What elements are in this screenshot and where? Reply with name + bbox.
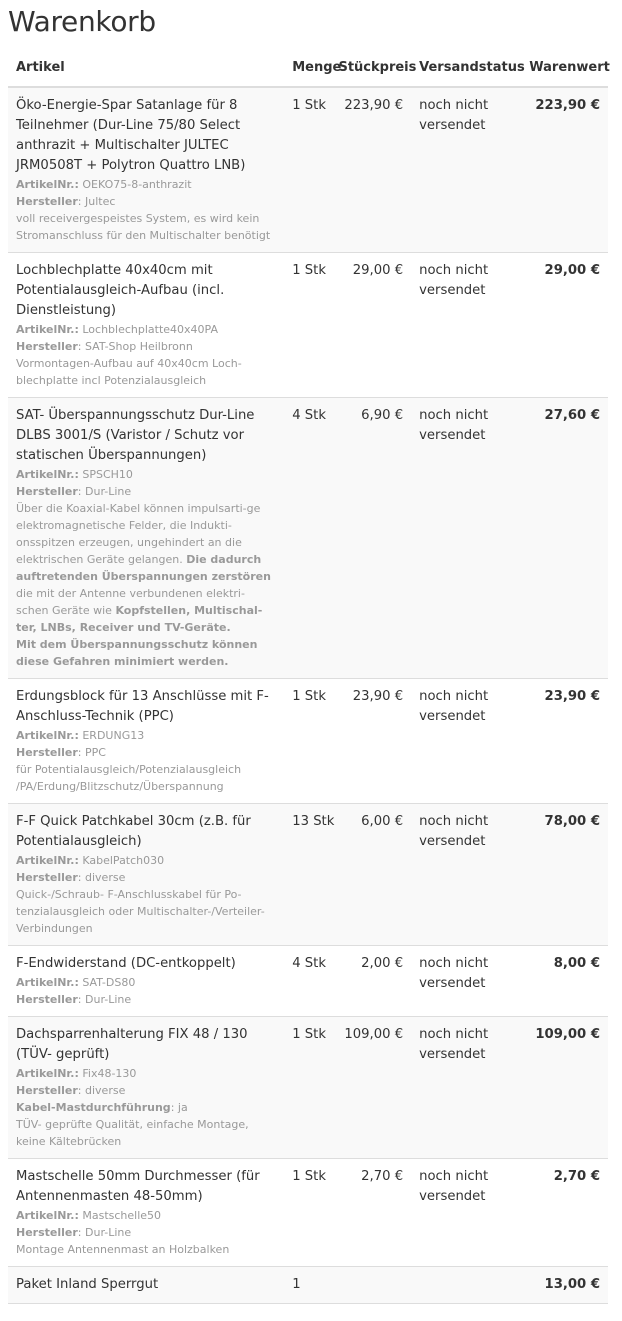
article-cell	[8, 679, 282, 804]
article-name[interactable]: SAT- Überspannungsschutz Dur-Line DLBS 3001/S (Varistor / Schutz vor statischen Überspannungen)	[16, 408, 255, 463]
table-row	[8, 87, 608, 253]
article-number-value: ERDUNG13	[82, 729, 145, 742]
article-number-label: ArtikelNr.:	[16, 1067, 79, 1080]
article-cell	[8, 253, 282, 398]
value-cell: 223,90 €	[521, 87, 608, 253]
article-number	[16, 1065, 274, 1082]
cable-mast-label: Kabel-Mastdurchführung	[16, 1101, 171, 1114]
unit-price-cell: 109,00 €	[338, 1017, 411, 1159]
page-title: Warenkorb	[8, 5, 156, 38]
table-row	[8, 253, 608, 398]
article-description: Vormontagen-Aufbau auf 40x40cm Loch-blechplatte incl Potenzialausgleich	[16, 357, 242, 387]
article-number-value: SAT-DS80	[82, 976, 136, 989]
article-number	[16, 176, 274, 193]
manufacturer: Hersteller: Jultec	[16, 195, 116, 208]
article-description: voll receivergespeistes System, es wird kein Stromanschluss für den Multischalter benötigt	[16, 212, 271, 242]
value-cell: 8,00 €	[521, 946, 608, 1017]
shipping-status-cell: noch nicht versendet	[411, 1159, 521, 1267]
value-cell: 2,70 €	[521, 1159, 608, 1267]
article-number-value: SPSCH10	[82, 468, 133, 481]
manufacturer-label: Hersteller	[16, 1084, 78, 1097]
shipping-quantity-cell: 1	[282, 1267, 338, 1304]
shipping-name-cell: Paket Inland Sperrgut	[8, 1267, 282, 1304]
article-name[interactable]: Öko-Energie-Spar Satanlage für 8 Teilnehmer (Dur-Line 75/80 Select anthrazit + Multischalter JULTEC JRM0508T + Polytron Quattro LNB)	[16, 98, 246, 173]
description-part: Mit dem Überspannungsschutz können diese Gefahren minimiert werden.	[16, 638, 258, 668]
article-number	[16, 321, 274, 338]
article-description: für Potentialausgleich/Potenzialausgleich /PA/Erdung/Blitzschutz/Überspannung	[16, 763, 242, 793]
unit-price-cell: 6,00 €	[338, 804, 411, 946]
table-header-row	[8, 50, 608, 87]
manufacturer: Hersteller: Dur-Line	[16, 993, 132, 1006]
quantity-cell: 1 Stk	[282, 87, 338, 253]
manufacturer-label: Hersteller	[16, 485, 78, 498]
manufacturer-label: Hersteller	[16, 746, 78, 759]
shipping-value-cell: 13,00 €	[521, 1267, 608, 1304]
quantity-cell: 13 Stk	[282, 804, 338, 946]
shipping-status-cell	[411, 1267, 521, 1304]
article-name[interactable]: Erdungsblock für 13 Anschlüsse mit F-Anschluss-Technik (PPC)	[16, 689, 269, 724]
unit-price-cell: 29,00 €	[338, 253, 411, 398]
description-part: Über die Koaxial-Kabel können impulsarti-ge elektromagnetische Felder, die Indukti-onsspitzen erzeugen, ungehindert an die elektrischen Geräte gelangen.	[16, 502, 261, 566]
value-cell: 27,60 €	[521, 398, 608, 679]
manufacturer-label: Hersteller	[16, 1226, 78, 1239]
article-number-label: ArtikelNr.:	[16, 323, 79, 336]
table-row	[8, 398, 608, 679]
cart-table	[8, 50, 608, 1304]
cart-body	[8, 87, 608, 1304]
article-number	[16, 974, 274, 991]
article-number	[16, 466, 274, 483]
article-number-label: ArtikelNr.:	[16, 178, 79, 191]
shipping-status-cell: noch nicht versendet	[411, 1017, 521, 1159]
article-number	[16, 727, 274, 744]
shipping-status-cell: noch nicht versendet	[411, 253, 521, 398]
article-number-value: KabelPatch030	[82, 854, 165, 867]
article-name[interactable]: F-F Quick Patchkabel 30cm (z.B. für Potentialausgleich)	[16, 814, 251, 849]
header-article: Artikel	[8, 50, 282, 87]
article-cell	[8, 804, 282, 946]
quantity-cell: 1 Stk	[282, 253, 338, 398]
quantity-cell: 1 Stk	[282, 1017, 338, 1159]
value-cell: 78,00 €	[521, 804, 608, 946]
article-description	[16, 500, 274, 670]
header-value: Warenwert	[521, 50, 608, 87]
manufacturer-value: Dur-Line	[85, 485, 132, 498]
article-cell	[8, 398, 282, 679]
article-cell	[8, 1017, 282, 1159]
description-part: Kopfstellen, Multischal-ter, LNBs, Receiver und TV-Geräte.	[16, 604, 263, 634]
manufacturer: Hersteller: SAT-Shop Heilbronn	[16, 340, 193, 353]
manufacturer: Hersteller: diverse	[16, 871, 126, 884]
manufacturer-value: diverse	[85, 1084, 126, 1097]
article-number-value: OEKO75-8-anthrazit	[82, 178, 192, 191]
value-cell: 29,00 €	[521, 253, 608, 398]
value-cell: 109,00 €	[521, 1017, 608, 1159]
article-number-value: Fix48-130	[82, 1067, 137, 1080]
manufacturer-value: PPC	[85, 746, 106, 759]
unit-price-cell: 6,90 €	[338, 398, 411, 679]
article-name[interactable]: Lochblechplatte 40x40cm mit Potentialausgleich-Aufbau (incl. Dienstleistung)	[16, 263, 225, 318]
manufacturer-label: Hersteller	[16, 340, 78, 353]
article-number-label: ArtikelNr.:	[16, 976, 79, 989]
article-number	[16, 852, 274, 869]
description-part: die mit der Antenne verbundenen elektri-schen Geräte wie	[16, 587, 245, 617]
manufacturer: Hersteller: Dur-Line	[16, 1226, 132, 1239]
article-name[interactable]: Mastschelle 50mm Durchmesser (für Antennenmasten 48-50mm)	[16, 1169, 260, 1204]
article-number-label: ArtikelNr.:	[16, 468, 79, 481]
article-cell	[8, 946, 282, 1017]
article-description: Quick-/Schraub- F-Anschlusskabel für Po-tenzialausgleich oder Multischalter-/Verteiler-Verbindungen	[16, 888, 265, 935]
table-row	[8, 679, 608, 804]
manufacturer-value: SAT-Shop Heilbronn	[85, 340, 193, 353]
manufacturer-value: Jultec	[85, 195, 116, 208]
unit-price-cell: 2,70 €	[338, 1159, 411, 1267]
article-description: Montage Antennenmast an Holzbalken	[16, 1243, 230, 1256]
article-name[interactable]: Dachsparrenhalterung FIX 48 / 130 (TÜV- geprüft)	[16, 1027, 248, 1062]
header-shipping-status: Versandstatus	[411, 50, 521, 87]
article-description: TÜV- geprüfte Qualität, einfache Montage, keine Kältebrücken	[16, 1118, 249, 1148]
article-number-label: ArtikelNr.:	[16, 1209, 79, 1222]
manufacturer-value: diverse	[85, 871, 126, 884]
table-row	[8, 1159, 608, 1267]
article-name[interactable]: F-Endwiderstand (DC-entkoppelt)	[16, 956, 236, 971]
unit-price-cell: 2,00 €	[338, 946, 411, 1017]
manufacturer: Hersteller: diverse	[16, 1084, 126, 1097]
manufacturer-label: Hersteller	[16, 993, 78, 1006]
article-cell	[8, 87, 282, 253]
header-unit-price: Stückpreis	[338, 50, 411, 87]
table-row	[8, 946, 608, 1017]
article-number-label: ArtikelNr.:	[16, 729, 79, 742]
article-cell	[8, 1159, 282, 1267]
cable-mast: Kabel-Mastdurchführung: ja	[16, 1101, 188, 1114]
manufacturer-label: Hersteller	[16, 195, 78, 208]
table-row	[8, 804, 608, 946]
table-row	[8, 1017, 608, 1159]
unit-price-cell: 223,90 €	[338, 87, 411, 253]
article-number	[16, 1207, 274, 1224]
shipping-status-cell: noch nicht versendet	[411, 87, 521, 253]
article-number-value: Lochblechplatte40x40PA	[82, 323, 219, 336]
article-number-value: Mastschelle50	[82, 1209, 162, 1222]
shipping-status-cell: noch nicht versendet	[411, 804, 521, 946]
manufacturer: Hersteller: PPC	[16, 746, 106, 759]
unit-price-cell: 23,90 €	[338, 679, 411, 804]
shipping-status-cell: noch nicht versendet	[411, 946, 521, 1017]
shipping-unit-price-cell	[338, 1267, 411, 1304]
manufacturer: Hersteller: Dur-Line	[16, 485, 132, 498]
cable-mast-value: ja	[177, 1101, 188, 1114]
quantity-cell: 4 Stk	[282, 946, 338, 1017]
shipping-row	[8, 1267, 608, 1304]
shipping-status-cell: noch nicht versendet	[411, 679, 521, 804]
quantity-cell: 1 Stk	[282, 1159, 338, 1267]
article-number-label: ArtikelNr.:	[16, 854, 79, 867]
value-cell: 23,90 €	[521, 679, 608, 804]
description-part: Die dadurch auftretenden Überspannungen zerstören	[16, 553, 271, 583]
manufacturer-value: Dur-Line	[85, 1226, 132, 1239]
manufacturer-label: Hersteller	[16, 871, 78, 884]
quantity-cell: 4 Stk	[282, 398, 338, 679]
header-quantity: Menge	[282, 50, 338, 87]
quantity-cell: 1 Stk	[282, 679, 338, 804]
shipping-status-cell: noch nicht versendet	[411, 398, 521, 679]
manufacturer-value: Dur-Line	[85, 993, 132, 1006]
